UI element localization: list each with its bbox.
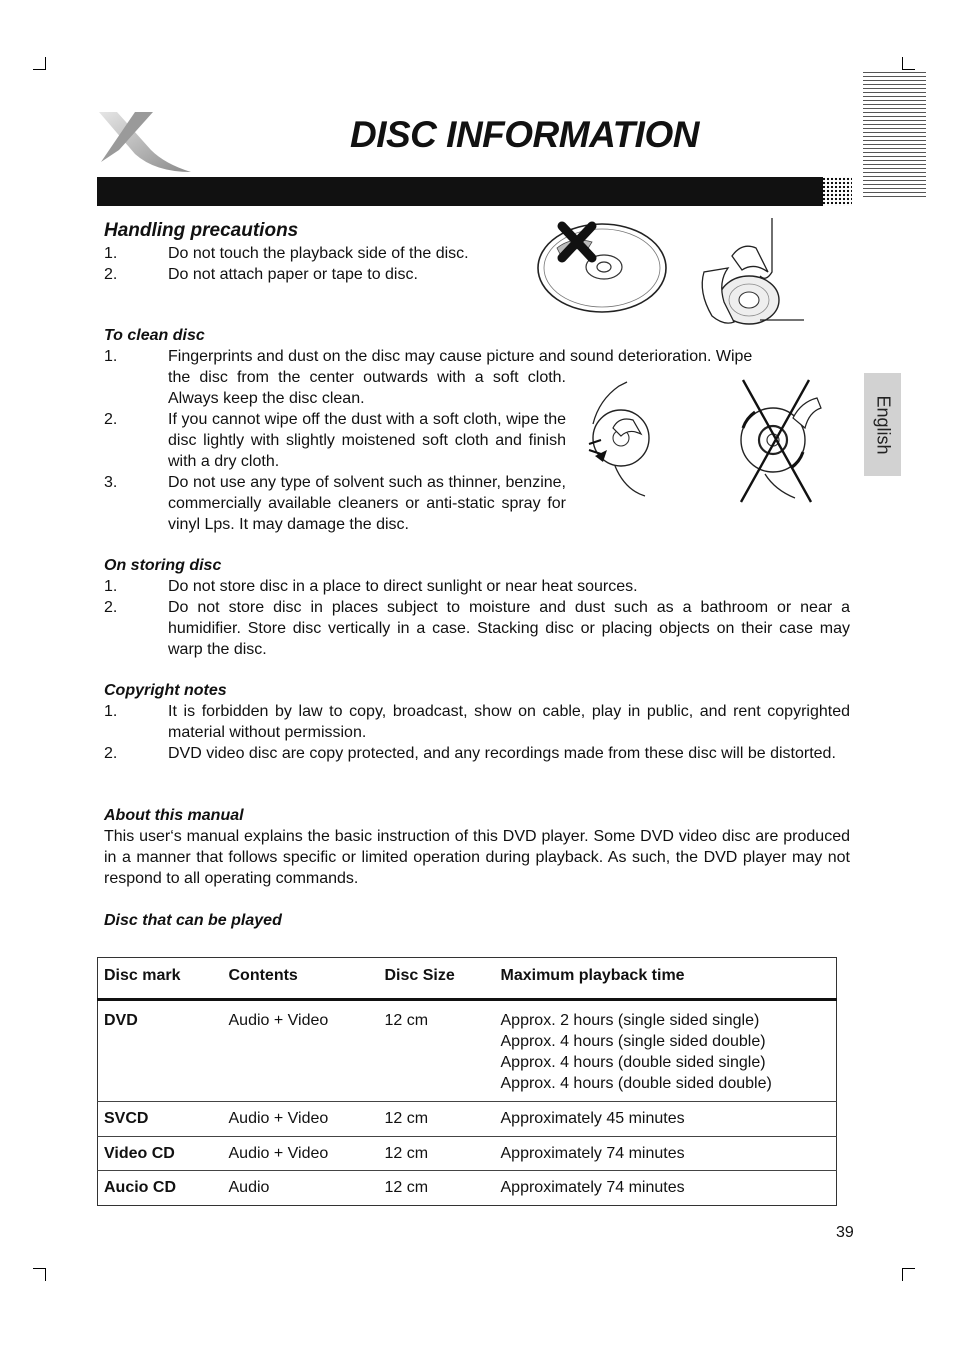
table-row	[98, 1000, 837, 1102]
size-cell: 12 cm	[379, 1137, 495, 1171]
list-item: 2. Do not store disc in places subject to moisture and dust such as a bathroom or near a humidifier. Store disc vertically in a case. Stacking disc or placing objects on their case may warp the disc.	[104, 599, 850, 658]
list-item: 3. Do not use any type of solvent such as thinner, benzine, commercially available cleaners or anti-static spray for vinyl Lps. It may damage the disc.	[104, 474, 566, 533]
list-item: 2. If you cannot wipe off the dust with a soft cloth, wipe the disc lightly with slightly moistened soft cloth and finish with a dry cloth.	[104, 411, 566, 470]
column-header: Disc Size	[379, 958, 495, 1000]
disc-wipe-wrong-illustration	[735, 378, 827, 504]
playback-time-cell: Approximately 45 minutes	[495, 1102, 837, 1137]
list-item: 1. It is forbidden by law to copy, broadcast, show on cable, play in public, and rent copyrighted material without permission.	[104, 703, 850, 741]
contents-cell: Audio	[223, 1171, 379, 1206]
manual-section	[104, 805, 850, 889]
manual-heading: About this manual	[104, 807, 244, 824]
header-bar-dots	[818, 177, 852, 206]
size-cell: 12 cm	[379, 1171, 495, 1206]
disc-mark-cell: Aucio CD	[98, 1171, 223, 1206]
contents-cell: Audio + Video	[223, 1000, 379, 1102]
header-bar	[97, 177, 823, 206]
disc-no-touch-illustration	[532, 216, 672, 316]
crop-mark-top-left	[33, 57, 46, 70]
list-item: 2. Do not attach paper or tape to disc.	[104, 266, 418, 283]
copyright-section	[104, 680, 850, 764]
size-cell: 12 cm	[379, 1102, 495, 1137]
list-item: 1. Do not store disc in a place to direct sunlight or near heat sources.	[104, 578, 638, 595]
disc-mark-cell: DVD	[98, 1000, 223, 1102]
brand-logo-x-icon	[95, 110, 195, 176]
playable-section	[104, 910, 850, 931]
table-row	[98, 1137, 837, 1171]
table-header-row	[98, 958, 837, 1000]
list-item: 1. Do not touch the playback side of the disc.	[104, 245, 469, 262]
storing-heading: On storing disc	[104, 557, 222, 574]
table-row	[98, 1171, 837, 1206]
disc-mark-cell: Video CD	[98, 1137, 223, 1171]
column-header: Maximum playback time	[495, 958, 837, 1000]
table-row	[98, 1102, 837, 1137]
handling-heading: Handling precautions	[104, 220, 299, 241]
copyright-heading: Copyright notes	[104, 682, 227, 699]
language-tab-label: English	[873, 394, 893, 455]
contents-cell: Audio + Video	[223, 1137, 379, 1171]
list-item: 1. Fingerprints and dust on the disc may cause picture and sound deterioration. Wipe	[104, 348, 753, 365]
playable-disc-table	[97, 957, 837, 1206]
page-number: 39	[836, 1224, 854, 1241]
size-cell: 12 cm	[379, 1000, 495, 1102]
handling-section	[104, 219, 534, 285]
disc-mark-cell: SVCD	[98, 1102, 223, 1137]
manual-text: This user‘s manual explains the basic instruction of this DVD player. Some DVD video disc are produced in a manner that follows specific or limited operation during playback. As such, the DVD player may not respond to all operating commands.	[104, 828, 850, 887]
disc-wipe-correct-illustration	[585, 380, 665, 498]
stripe-decoration	[863, 72, 926, 200]
playback-time-cell: Approximately 74 minutes	[495, 1171, 837, 1206]
disc-holding-illustration	[694, 212, 809, 328]
column-header: Disc mark	[98, 958, 223, 1000]
storing-section	[104, 555, 850, 660]
playback-time-cell: Approx. 2 hours (single sided single) Approx. 4 hours (single sided double) Approx. 4 hours (double sided single) Approx. 4 hours (double sided double)	[495, 1000, 837, 1102]
language-tab	[864, 373, 901, 476]
list-item-continuation: the disc from the center outwards with a soft cloth. Always keep the disc clean.	[168, 369, 566, 407]
playable-heading: Disc that can be played	[104, 912, 282, 929]
column-header: Contents	[223, 958, 379, 1000]
list-item: 2. DVD video disc are copy protected, and any recordings made from these disc will be distorted.	[104, 745, 836, 762]
cleaning-heading: To clean disc	[104, 327, 205, 344]
crop-mark-top-right	[902, 57, 915, 70]
playback-time-cell: Approximately 74 minutes	[495, 1137, 837, 1171]
crop-mark-bottom-left	[33, 1268, 46, 1281]
contents-cell: Audio + Video	[223, 1102, 379, 1137]
crop-mark-bottom-right	[902, 1268, 915, 1281]
page-title: DISC INFORMATION	[350, 114, 699, 155]
